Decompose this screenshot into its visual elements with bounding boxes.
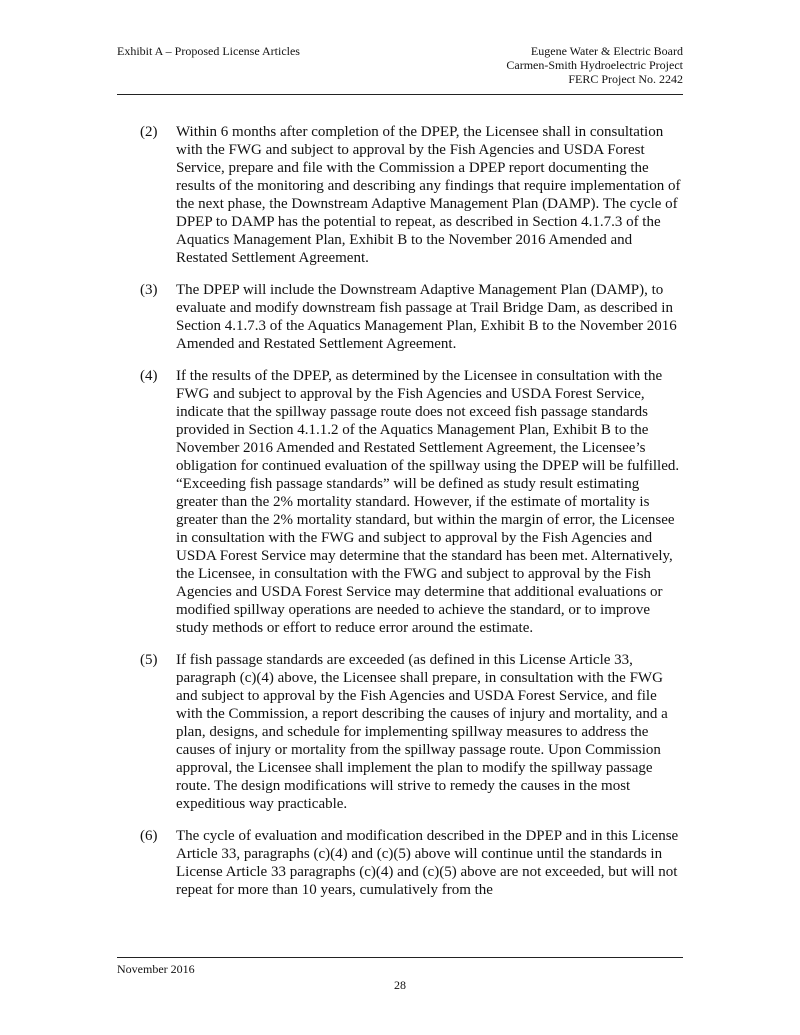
header-project-name: Carmen-Smith Hydroelectric Project bbox=[506, 58, 683, 72]
paragraph-text: Within 6 months after completion of the DPEP, the Licensee shall in consultation with the FWG and subject to approval by the Fish Agencies and USDA Forest Service, prepare and file with the Commission a DPEP report documenting the results of the monitoring and describing any findings that require implementation of the next phase, the Downstream Adaptive Management Plan (DAMP). The cycle of DPEP to DAMP has the potential to repeat, as described in Section 4.1.7.3 of the Aquatics Management Plan, Exhibit B to the November 2016 Amended and Restated Settlement Agreement. bbox=[176, 124, 681, 266]
page-header bbox=[117, 44, 683, 95]
paragraph-2 bbox=[140, 123, 682, 267]
paragraph-number: (3) bbox=[140, 282, 158, 298]
page-number: 28 bbox=[394, 978, 406, 992]
paragraph-number: (5) bbox=[140, 652, 158, 668]
page-footer bbox=[117, 957, 683, 992]
header-ferc-number: FERC Project No. 2242 bbox=[568, 72, 683, 86]
paragraph-number: (2) bbox=[140, 124, 158, 140]
paragraph-number: (4) bbox=[140, 368, 158, 384]
paragraph-text: The DPEP will include the Downstream Adaptive Management Plan (DAMP), to evaluate and modify downstream fish passage at Trail Bridge Dam, as described in Section 4.1.7.3 of the Aquatics Management Plan, Exhibit B to the November 2016 Amended and Restated Settlement Agreement. bbox=[176, 282, 677, 352]
header-project-info bbox=[506, 44, 683, 86]
paragraph-text: If fish passage standards are exceeded (as defined in this License Article 33, paragraph (c)(4) above, the Licensee shall prepare, in consultation with the FWG and subject to approval by the Fish Agencies and USDA Forest Service, and file with the Commission, a report describing the causes of injury and mortality, and a plan, designs, and schedule for implementing spillway measures to address the causes of injury or mortality from the spillway passage route. Upon Commission approval, the Licensee shall implement the plan to modify the spillway passage route. The design modifications will strive to remedy the causes in the most expeditious way practicable. bbox=[176, 652, 668, 812]
header-organization: Eugene Water & Electric Board bbox=[530, 44, 683, 58]
paragraph-5 bbox=[140, 651, 682, 813]
header-exhibit-title: Exhibit A – Proposed License Articles bbox=[117, 44, 300, 58]
paragraph-number: (6) bbox=[140, 828, 158, 844]
paragraph-4 bbox=[140, 367, 682, 637]
paragraph-text: If the results of the DPEP, as determined by the Licensee in consultation with the FWG and subject to approval by the Fish Agencies and USDA Forest Service, indicate that the spillway passage route does not exceed fish passage standards provided in Section 4.1.1.2 of the Aquatics Management Plan, Exhibit B to the November 2016 Amended and Restated Settlement Agreement, the Licensee’s obligation for continued evaluation of the spillway using the DPEP will be fulfilled. “Exceeding fish passage standards” will be defined as study result estimating greater than the 2% mortality standard. However, if the estimate of mortality is greater than the 2% mortality standard, but within the margin of error, the Licensee in consultation with the FWG and subject to approval by the Fish Agencies and USDA Forest Service may determine that the standard has been met. Alternatively, the Licensee, in consultation with the FWG and subject to approval by the Fish Agencies and USDA Forest Service may determine that additional evaluations or modified spillway operations are needed to achieve the standard, or to improve study methods or effort to reduce error around the estimate. bbox=[176, 368, 680, 636]
paragraph-text: The cycle of evaluation and modification described in the DPEP and in this License Article 33, paragraphs (c)(4) and (c)(5) above will continue until the standards in License Article 33 paragraphs (c)(4) and (c)(5) above are not exceeded, but will not repeat for more than 10 years, cumulatively from the bbox=[176, 828, 679, 898]
paragraph-6 bbox=[140, 827, 682, 899]
paragraph-3 bbox=[140, 281, 682, 353]
document-body bbox=[140, 123, 682, 913]
footer-date: November 2016 bbox=[117, 962, 195, 976]
